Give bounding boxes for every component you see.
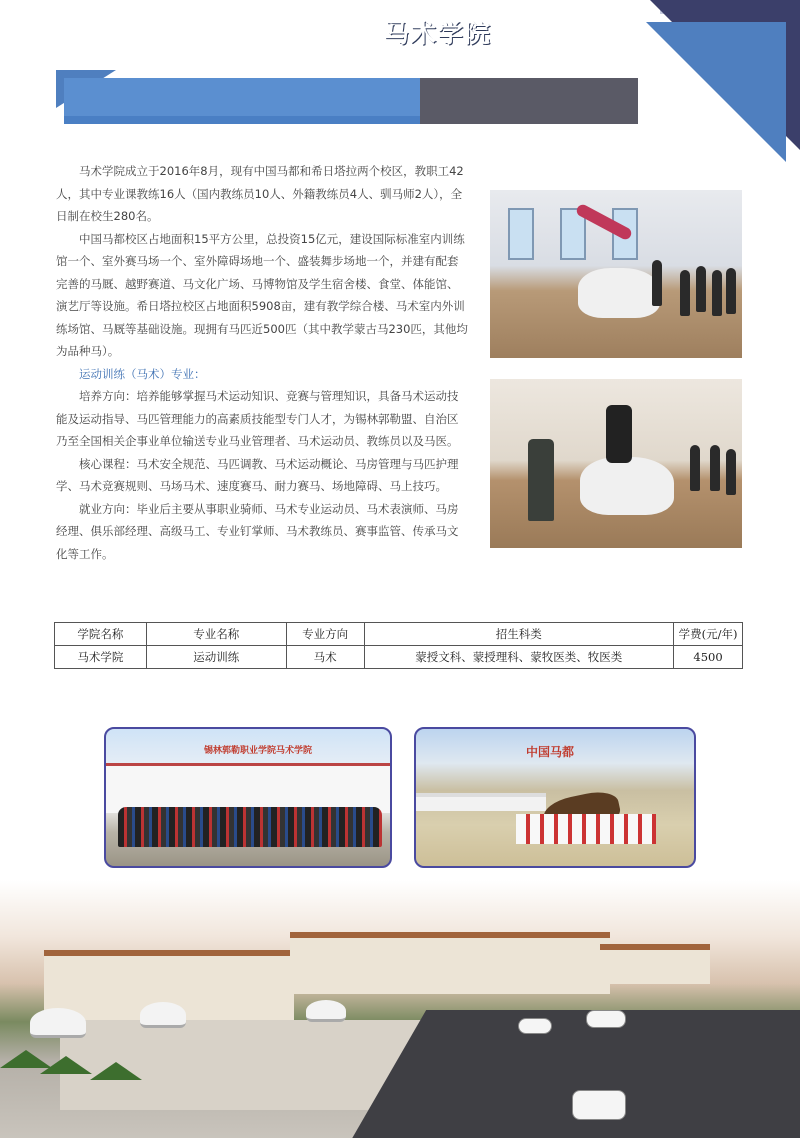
table-header-row xyxy=(55,623,743,646)
white-horse xyxy=(578,268,660,318)
person xyxy=(710,445,720,491)
table-row xyxy=(55,646,743,669)
page-title: 马术学院 xyxy=(384,19,493,48)
yurt xyxy=(306,1000,346,1022)
title-bar-blue xyxy=(64,78,420,124)
header-fee: 学费(元/年) xyxy=(674,623,743,646)
arena-window xyxy=(508,208,534,260)
campus-building xyxy=(290,932,610,994)
group-photo xyxy=(104,727,392,868)
major-heading: 运动训练（马术）专业： xyxy=(79,366,206,381)
yurt xyxy=(30,1008,86,1038)
header-direction: 专业方向 xyxy=(286,623,364,646)
cell-category: 蒙授文科、蒙授理科、蒙牧医类、牧医类 xyxy=(364,646,674,669)
header-category: 招生科类 xyxy=(364,623,674,646)
person xyxy=(726,449,736,495)
cell-major: 运动训练 xyxy=(146,646,286,669)
header-major: 专业名称 xyxy=(146,623,286,646)
core-courses-paragraph: 核心课程：马术安全规范、马匹调教、马术运动概论、马房管理与马匹护理学、马术竞赛规则、马场马术、速度赛马、耐力赛马、场地障碍、马上技巧。 xyxy=(56,456,459,493)
person xyxy=(696,266,706,312)
intro-paragraph: 马术学院成立于2016年8月，现有中国马都和希日塔拉两个校区，教职工42人，其中专业课教练16人（国内教练员10人、外籍教练员4人、驯马师2人），全日制在校生280名。 xyxy=(56,164,464,223)
college-building xyxy=(106,763,390,813)
yurt xyxy=(140,1002,186,1028)
person xyxy=(690,445,700,491)
person xyxy=(652,260,662,306)
campus-building xyxy=(600,944,710,984)
car xyxy=(518,1018,552,1034)
training-goal-paragraph: 培养方向：培养能够掌握马术运动知识、竞赛与管理知识，具备马术运动技能及运动指导、马匹管理能力的高素质技能型专门人才，为锡林郭勒盟、自治区乃至全国相关企事业单位输送专业马业管理者、马术运动员、教练员以及马医。 xyxy=(56,389,459,448)
indoor-riding-photo xyxy=(490,379,742,548)
instructor xyxy=(528,439,554,521)
person xyxy=(712,270,722,316)
van xyxy=(572,1090,626,1120)
campus-sign: 锡林郭勒职业学院马术学院 xyxy=(204,746,313,756)
campus-paragraph: 中国马都校区占地面积15平方公里，总投资15亿元，建设国际标准室内训练馆一个、室外赛马场一个、室外障碍场地一个、盛装舞步场地一个，并建有配套完善的马厩、越野赛道、马文化广场、马博物馆及学生宿舍楼、食堂、体能馆、演艺厅等设施。希日塔拉校区占地面积5908亩，建有教学综合楼、马术室内外训练场馆、马厩等基础设施。现拥有马匹近500匹（其中教学蒙古马230匹，其他均为品种马）。 xyxy=(56,231,468,358)
title-banner xyxy=(56,70,582,126)
white-horse xyxy=(580,457,674,515)
title-bar-dark xyxy=(420,78,638,124)
arena-sign: 中国马都 xyxy=(526,745,575,759)
header-college: 学院名称 xyxy=(55,623,147,646)
umbrella xyxy=(40,1056,92,1074)
student-group xyxy=(118,807,382,847)
umbrella xyxy=(90,1062,142,1080)
show-jumping-photo xyxy=(414,727,696,868)
person xyxy=(726,268,736,314)
cell-college: 马术学院 xyxy=(55,646,147,669)
spectator-tent xyxy=(416,793,546,811)
corner-triangle-blue xyxy=(646,22,786,162)
cell-direction: 马术 xyxy=(286,646,364,669)
car xyxy=(586,1010,626,1028)
campus-aerial-photo xyxy=(0,880,800,1138)
body-text xyxy=(56,160,468,565)
cell-fee: 4500 xyxy=(674,646,743,669)
fee-table xyxy=(54,622,743,669)
person xyxy=(680,270,690,316)
indoor-vaulting-photo xyxy=(490,190,742,358)
jump-fence xyxy=(516,814,656,844)
employment-paragraph: 就业方向：毕业后主要从事职业骑师、马术专业运动员、马术表演师、马房经理、俱乐部经理、高级马工、专业钉掌师、马术教练员、赛事监管、传承马文化等工作。 xyxy=(56,501,459,561)
rider xyxy=(606,405,632,463)
